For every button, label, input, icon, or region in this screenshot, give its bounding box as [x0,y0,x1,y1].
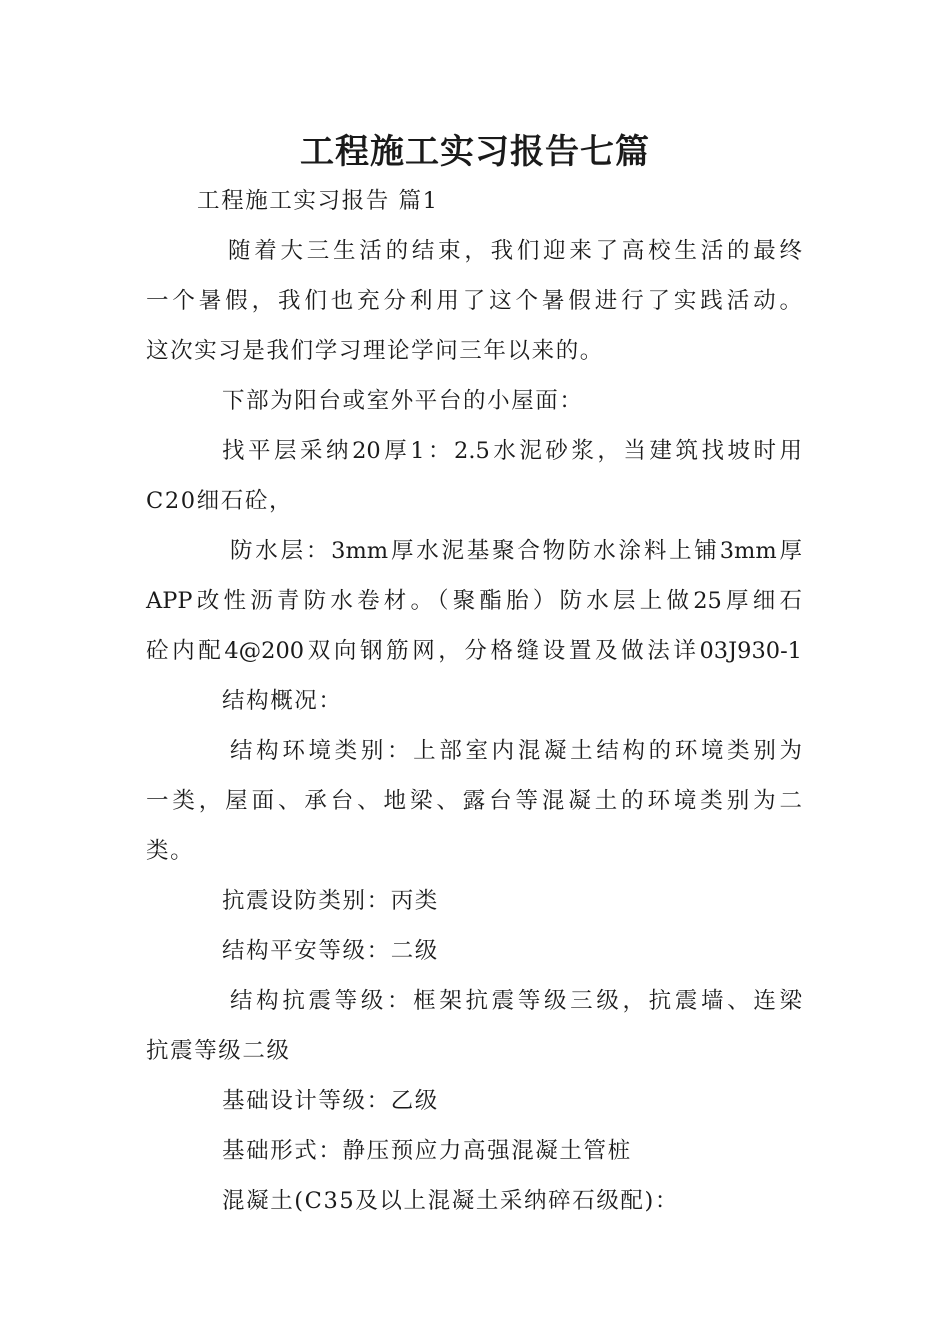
paragraph-line: 防水层：3mm厚水泥基聚合物防水涂料上铺3mm厚 [230,538,802,564]
paragraph-line: 随着大三生活的结束，我们迎来了高校生活的最终 [228,238,802,264]
paragraph-line: 基础设计等级：乙级 [222,1088,439,1114]
paragraph-line: 基础形式：静压预应力高强混凝土管桩 [222,1138,632,1164]
paragraph-line: 类。 [146,838,195,864]
paragraph-line: APP改性沥青防水卷材。（聚酯胎）防水层上做25厚细石 [146,588,802,614]
paragraph-line: 这次实习是我们学习理论学问三年以来的。 [146,338,604,364]
paragraph-line: 找平层采纳20厚1：2.5水泥砂浆，当建筑找坡时用 [222,438,802,464]
paragraph-line: 结构平安等级：二级 [222,938,439,964]
paragraph-line: C20细石砼， [146,488,294,514]
paragraph-line: 一类，屋面、承台、地梁、露台等混凝土的环境类别为二 [146,788,802,814]
paragraph-line: 抗震设防类别：丙类 [222,888,439,914]
paragraph-line: 结构抗震等级：框架抗震等级三级，抗震墙、连梁 [230,988,802,1014]
paragraph-line: 结构概况： [222,688,343,714]
section-heading: 工程施工实习报告 篇1 [197,188,439,214]
paragraph-line: 混凝土(C35及以上混凝土采纳碎石级配)： [222,1188,680,1214]
paragraph-line: 砼内配4@200双向钢筋网，分格缝设置及做法详03J930-1 [146,638,802,664]
paragraph-line: 结构环境类别：上部室内混凝土结构的环境类别为 [230,738,802,764]
paragraph-line: 抗震等级二级 [146,1038,291,1064]
paragraph-line: 一个暑假，我们也充分利用了这个暑假进行了实践活动。 [146,288,802,314]
document-title: 工程施工实习报告七篇 [300,132,650,172]
paragraph-line: 下部为阳台或室外平台的小屋面： [222,388,584,414]
